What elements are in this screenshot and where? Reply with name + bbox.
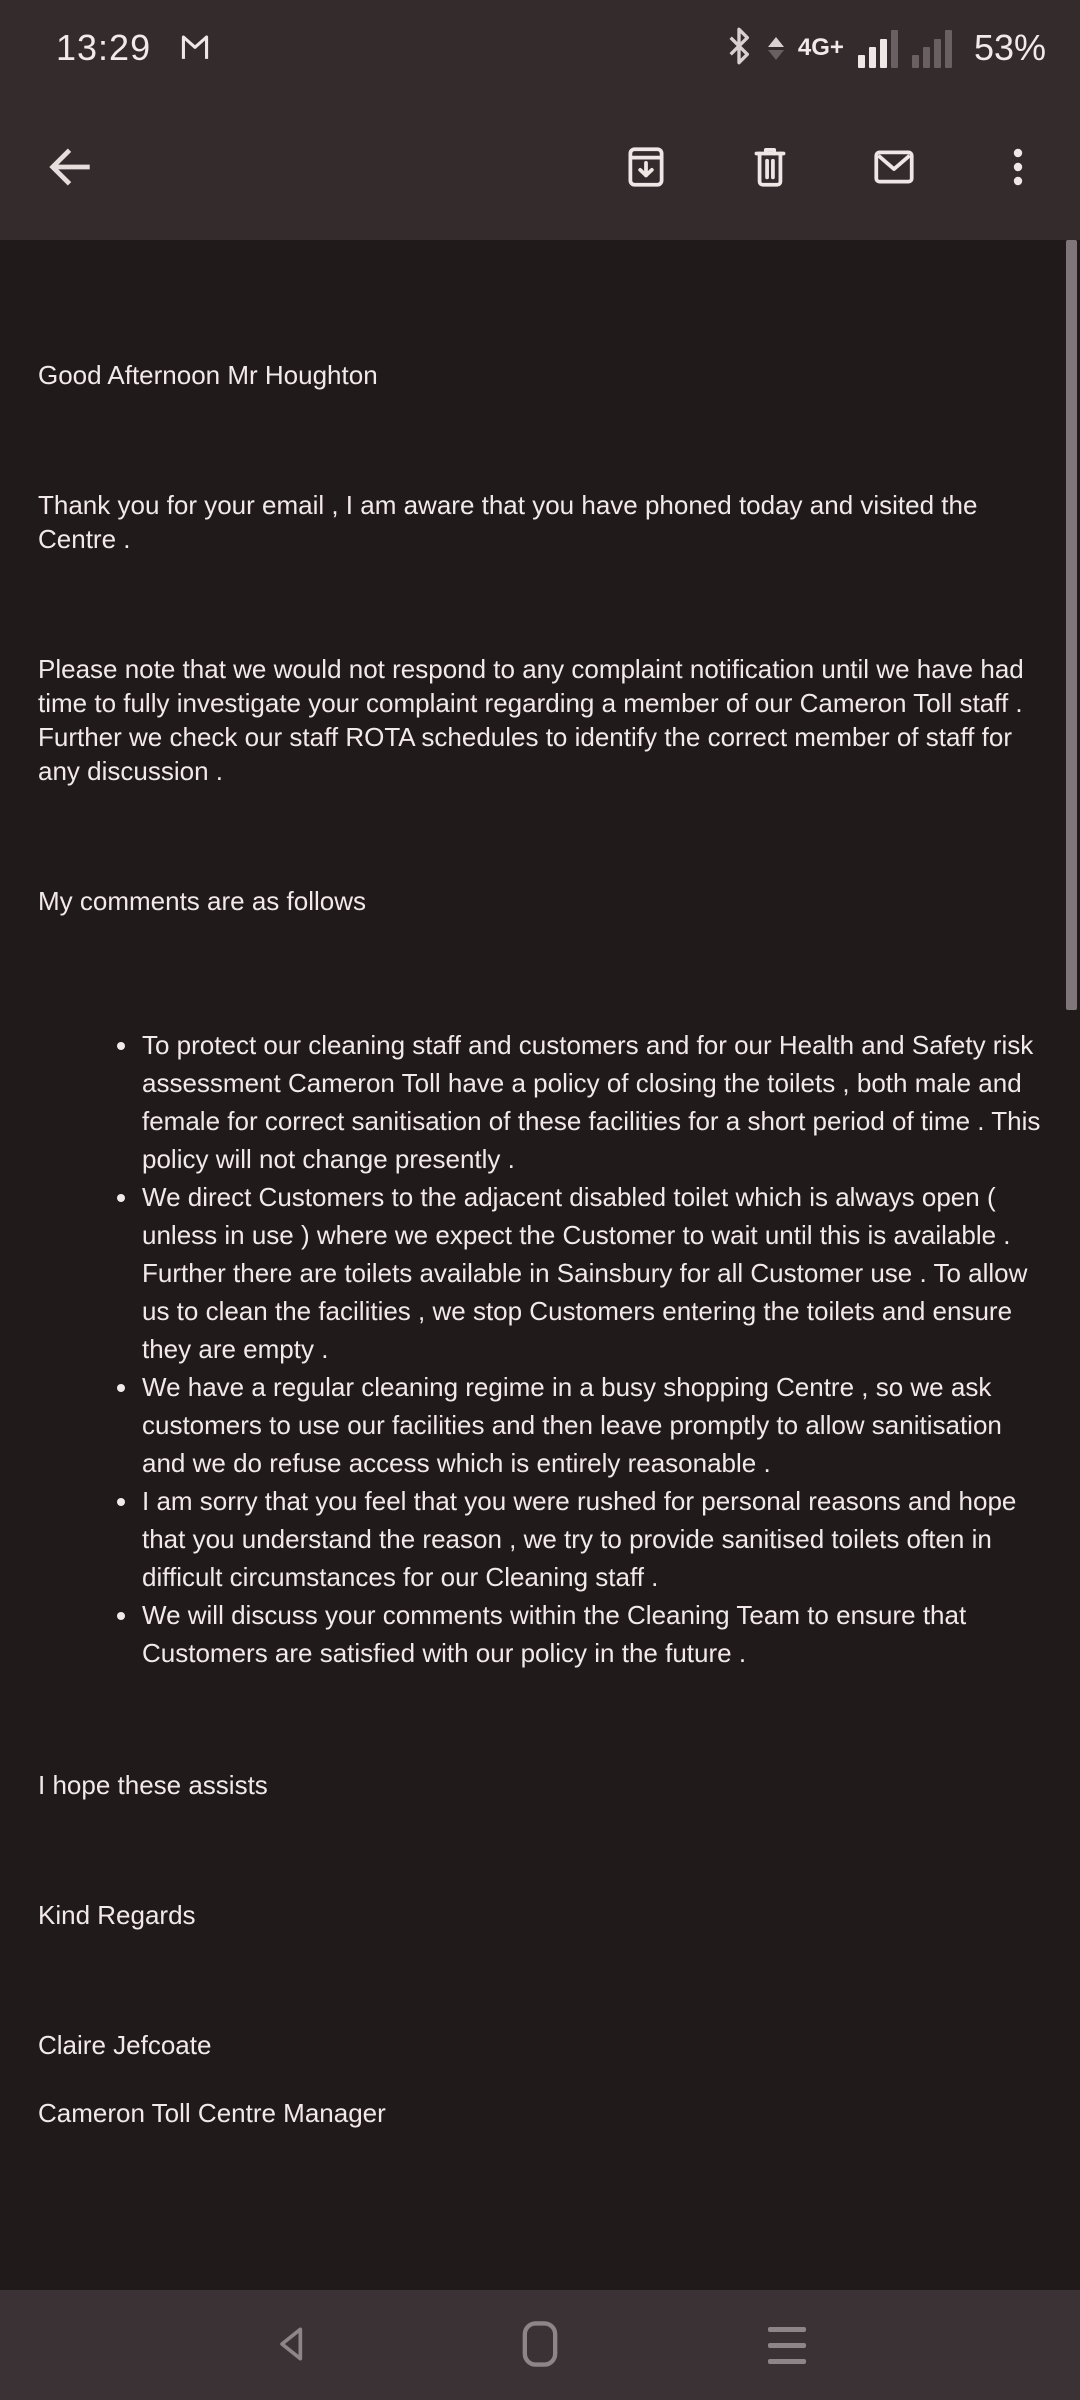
email-closing-hope: I hope these assists — [38, 1770, 268, 1800]
signal-strength-icon-sim1 — [858, 28, 898, 68]
gmail-notification-icon — [177, 28, 213, 69]
bullet-item: • To protect our cleaning staff and customers and for our Health and Safety risk assessment Cameron Toll have a policy of closing the toilets , both male and female for correct sanitisation of these facilities for a short period of time . This policy will not change presently . — [140, 1026, 1044, 1178]
archive-icon — [621, 142, 671, 195]
back-button[interactable] — [38, 136, 102, 200]
nav-recents-icon — [768, 2327, 806, 2364]
three-dot-menu-icon — [994, 143, 1042, 194]
nav-back-button[interactable] — [253, 2305, 333, 2385]
bullet-item: • We have a regular cleaning regime in a busy shopping Centre , so we ask customers to use our facilities and then leave promptly to allow sanitisation and we do refuse access which is entirely reasonable . — [140, 1368, 1044, 1482]
email-signature-name: Claire Jefcoate — [38, 2030, 212, 2060]
navigation-bar — [0, 2290, 1080, 2400]
email-paragraph-thanks: Thank you for your email , I am aware that you have phoned today and visited the Centre . — [38, 490, 978, 554]
email-paragraph-note: Please note that we would not respond to any complaint notification until we have had time to fully investigate your complaint regarding a member of our Cameron Toll staff . Further we check our staff ROTA schedules to identify the correct member of staff for any discussion . — [38, 654, 1024, 786]
nav-recents-button[interactable] — [747, 2305, 827, 2385]
scrollbar-thumb[interactable] — [1066, 240, 1077, 1010]
network-type-label: 4G+ — [797, 34, 844, 61]
overflow-menu-button[interactable] — [986, 136, 1050, 200]
nav-home-icon — [518, 2318, 562, 2373]
delete-button[interactable] — [738, 136, 802, 200]
email-closing-regards: Kind Regards — [38, 1900, 196, 1930]
bullet-item: • We will discuss your comments within the Cleaning Team to ensure that Customers are satisfied with our policy in the future . — [140, 1596, 1044, 1672]
archive-button[interactable] — [614, 136, 678, 200]
email-signature-title: Cameron Toll Centre Manager — [38, 2098, 386, 2128]
bluetooth-icon — [724, 26, 754, 71]
back-arrow-icon — [44, 141, 96, 196]
bullet-item: • We direct Customers to the adjacent disabled toilet which is always open ( unless in use ) where we expect the Customer to wait until this is available . Further there are toilets available in Sainsbury for all Customer use . To allow us to clean the facilities , we stop Customers entering the toilets and ensure they are empty . — [140, 1178, 1044, 1368]
nav-back-triangle-icon — [271, 2322, 315, 2369]
bullet-item: • I am sorry that you feel that you were rushed for personal reasons and hope that you understand the reason , we try to provide sanitised toilets often in difficult circumstances for our Cleaning staff . — [140, 1482, 1044, 1596]
battery-percent: 53% — [973, 27, 1046, 68]
trash-icon — [745, 142, 795, 195]
status-bar-left — [56, 27, 724, 69]
email-greeting: Good Afternoon Mr Houghton — [38, 360, 378, 390]
app-bar — [0, 96, 1080, 240]
mark-unread-button[interactable] — [862, 136, 926, 200]
nav-home-button[interactable] — [500, 2305, 580, 2385]
envelope-icon — [869, 142, 919, 195]
signal-strength-icon-sim2 — [912, 28, 952, 68]
data-activity-icon — [768, 37, 784, 60]
status-bar — [0, 0, 1080, 96]
status-time: 13:29 — [56, 27, 152, 68]
email-body — [0, 240, 1080, 2290]
email-paragraph-comments-intro: My comments are as follows — [38, 886, 366, 916]
status-bar-right — [724, 26, 1046, 71]
email-bullet-list — [38, 1026, 1044, 1672]
